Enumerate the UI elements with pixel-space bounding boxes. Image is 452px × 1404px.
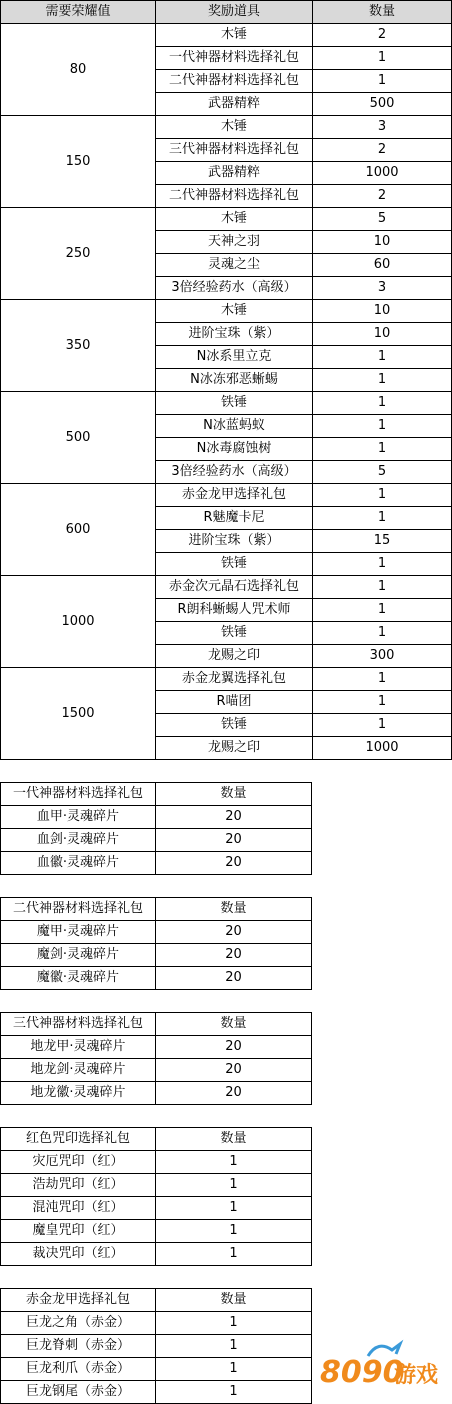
- honor-value: 500: [1, 392, 156, 484]
- reward-quantity: 300: [313, 645, 452, 668]
- reward-quantity: 10: [313, 323, 452, 346]
- reward-item: 铁锤: [156, 714, 313, 737]
- reward-quantity: 1: [313, 70, 452, 93]
- header-honor: 需要荣耀值: [1, 1, 156, 24]
- package-row: [1, 829, 312, 852]
- reward-item: 天神之羽: [156, 231, 313, 254]
- reward-quantity: 1: [313, 438, 452, 461]
- reward-quantity: 3: [313, 277, 452, 300]
- package-item: 血剑·灵魂碎片: [1, 829, 156, 852]
- reward-item: N冰冻邪恶蜥蜴: [156, 369, 313, 392]
- package-row: [1, 967, 312, 990]
- reward-quantity: 10: [313, 231, 452, 254]
- reward-item: N冰蓝蚂蚁: [156, 415, 313, 438]
- reward-quantity: 5: [313, 208, 452, 231]
- package-item-quantity: 20: [156, 806, 312, 829]
- package-item-quantity: 20: [156, 1059, 312, 1082]
- table-row: [1, 116, 452, 139]
- reward-quantity: 2: [313, 139, 452, 162]
- header-item: 奖励道具: [156, 1, 313, 24]
- table-row: [1, 24, 452, 47]
- package-name: 三代神器材料选择礼包: [1, 1013, 156, 1036]
- package-row: [1, 1174, 312, 1197]
- reward-item: 三代神器材料选择礼包: [156, 139, 313, 162]
- package-row: [1, 806, 312, 829]
- package-item: 魔剑·灵魂碎片: [1, 944, 156, 967]
- reward-quantity: 2: [313, 24, 452, 47]
- package-item-quantity: 1: [156, 1381, 312, 1404]
- package-name: 二代神器材料选择礼包: [1, 898, 156, 921]
- table-row: [1, 668, 452, 691]
- package-header-row: [1, 1128, 312, 1151]
- package-header-row: [1, 898, 312, 921]
- package-name: 红色咒印选择礼包: [1, 1128, 156, 1151]
- package-item: 血甲·灵魂碎片: [1, 806, 156, 829]
- reward-item: 木锤: [156, 24, 313, 47]
- package-item: 魔甲·灵魂碎片: [1, 921, 156, 944]
- reward-quantity: 3: [313, 116, 452, 139]
- package-header-row: [1, 1013, 312, 1036]
- package-row: [1, 1082, 312, 1105]
- package-row: [1, 1197, 312, 1220]
- package-quantity-header: 数量: [156, 1128, 312, 1151]
- package-item: 巨龙脊刺（赤金）: [1, 1335, 156, 1358]
- package-item: 魔皇咒印（红）: [1, 1220, 156, 1243]
- reward-item: 武器精粹: [156, 162, 313, 185]
- reward-quantity: 1000: [313, 162, 452, 185]
- reward-item: 3倍经验药水（高级）: [156, 461, 313, 484]
- package-row: [1, 1151, 312, 1174]
- package-item-quantity: 20: [156, 852, 312, 875]
- reward-item: N冰系里立克: [156, 346, 313, 369]
- package-row: [1, 1036, 312, 1059]
- reward-quantity: 1: [313, 668, 452, 691]
- package-item-quantity: 1: [156, 1312, 312, 1335]
- reward-item: 灵魂之尘: [156, 254, 313, 277]
- package-item: 浩劫咒印（红）: [1, 1174, 156, 1197]
- reward-quantity: 1: [313, 507, 452, 530]
- reward-quantity: 2: [313, 185, 452, 208]
- reward-item: 铁锤: [156, 553, 313, 576]
- reward-quantity: 15: [313, 530, 452, 553]
- reward-item: 木锤: [156, 208, 313, 231]
- package-item: 血徽·灵魂碎片: [1, 852, 156, 875]
- package-item-quantity: 20: [156, 921, 312, 944]
- package-item: 混沌咒印（红）: [1, 1197, 156, 1220]
- reward-item: 进阶宝珠（紫）: [156, 530, 313, 553]
- package-header-row: [1, 783, 312, 806]
- reward-quantity: 1: [313, 346, 452, 369]
- package-item-quantity: 20: [156, 829, 312, 852]
- package-item-quantity: 20: [156, 944, 312, 967]
- package-item: 裁决咒印（红）: [1, 1243, 156, 1266]
- package-contents-table: [0, 897, 312, 990]
- package-row: [1, 1059, 312, 1082]
- package-item-quantity: 20: [156, 967, 312, 990]
- reward-quantity: 1: [313, 714, 452, 737]
- reward-item: 赤金龙翼选择礼包: [156, 668, 313, 691]
- honor-value: 150: [1, 116, 156, 208]
- package-item: 地龙徽·灵魂碎片: [1, 1082, 156, 1105]
- package-item-quantity: 1: [156, 1243, 312, 1266]
- reward-quantity: 1: [313, 47, 452, 70]
- reward-quantity: 1: [313, 599, 452, 622]
- package-row: [1, 1220, 312, 1243]
- package-item-quantity: 1: [156, 1220, 312, 1243]
- reward-quantity: 1: [313, 369, 452, 392]
- package-item: 灾厄咒印（红）: [1, 1151, 156, 1174]
- honor-value: 600: [1, 484, 156, 576]
- reward-quantity: 1: [313, 576, 452, 599]
- reward-quantity: 1000: [313, 737, 452, 760]
- package-contents-table: [0, 1127, 312, 1266]
- package-item: 魔徽·灵魂碎片: [1, 967, 156, 990]
- reward-item: 二代神器材料选择礼包: [156, 185, 313, 208]
- reward-quantity: 1: [313, 392, 452, 415]
- package-row: [1, 1312, 312, 1335]
- table-row: [1, 208, 452, 231]
- package-item-quantity: 1: [156, 1151, 312, 1174]
- package-item: 地龙剑·灵魂碎片: [1, 1059, 156, 1082]
- package-contents-table: [0, 782, 312, 875]
- reward-item: 一代神器材料选择礼包: [156, 47, 313, 70]
- table-header-row: [1, 1, 452, 24]
- logo-digits: 8090: [320, 1355, 404, 1390]
- header-quantity: 数量: [313, 1, 452, 24]
- reward-quantity: 10: [313, 300, 452, 323]
- reward-quantity: 1: [313, 415, 452, 438]
- package-header-row: [1, 1289, 312, 1312]
- package-name: 赤金龙甲选择礼包: [1, 1289, 156, 1312]
- honor-value: 250: [1, 208, 156, 300]
- package-contents-table: [0, 1288, 312, 1404]
- honor-value: 1500: [1, 668, 156, 760]
- package-contents-table: [0, 1012, 312, 1105]
- package-row: [1, 1243, 312, 1266]
- package-item-quantity: 1: [156, 1358, 312, 1381]
- package-quantity-header: 数量: [156, 783, 312, 806]
- reward-item: 铁锤: [156, 392, 313, 415]
- package-item: 巨龙之角（赤金）: [1, 1312, 156, 1335]
- package-quantity-header: 数量: [156, 1013, 312, 1036]
- table-row: [1, 392, 452, 415]
- package-item-quantity: 20: [156, 1036, 312, 1059]
- package-item: 巨龙利爪（赤金）: [1, 1358, 156, 1381]
- reward-item: 赤金次元晶石选择礼包: [156, 576, 313, 599]
- reward-item: 进阶宝珠（紫）: [156, 323, 313, 346]
- reward-quantity: 1: [313, 553, 452, 576]
- package-item: 巨龙钢尾（赤金）: [1, 1381, 156, 1404]
- package-item: 地龙甲·灵魂碎片: [1, 1036, 156, 1059]
- reward-item: 3倍经验药水（高级）: [156, 277, 313, 300]
- reward-quantity: 500: [313, 93, 452, 116]
- table-row: [1, 576, 452, 599]
- reward-quantity: 60: [313, 254, 452, 277]
- reward-item: R魅魔卡尼: [156, 507, 313, 530]
- package-row: [1, 1358, 312, 1381]
- reward-item: 龙赐之印: [156, 737, 313, 760]
- 8090-game-logo: [316, 1334, 446, 1396]
- package-item-quantity: 20: [156, 1082, 312, 1105]
- reward-quantity: 1: [313, 484, 452, 507]
- reward-quantity: 1: [313, 622, 452, 645]
- reward-item: 铁锤: [156, 622, 313, 645]
- package-name: 一代神器材料选择礼包: [1, 783, 156, 806]
- reward-quantity: 5: [313, 461, 452, 484]
- reward-item: 木锤: [156, 300, 313, 323]
- package-row: [1, 1335, 312, 1358]
- package-row: [1, 852, 312, 875]
- reward-item: 龙赐之印: [156, 645, 313, 668]
- reward-quantity: 1: [313, 691, 452, 714]
- honor-value: 1000: [1, 576, 156, 668]
- honor-value: 80: [1, 24, 156, 116]
- reward-item: 武器精粹: [156, 93, 313, 116]
- package-row: [1, 1381, 312, 1404]
- package-row: [1, 921, 312, 944]
- package-item-quantity: 1: [156, 1197, 312, 1220]
- package-quantity-header: 数量: [156, 1289, 312, 1312]
- reward-item: 木锤: [156, 116, 313, 139]
- reward-item: 赤金龙甲选择礼包: [156, 484, 313, 507]
- reward-item: 二代神器材料选择礼包: [156, 70, 313, 93]
- package-item-quantity: 1: [156, 1174, 312, 1197]
- package-row: [1, 944, 312, 967]
- package-quantity-header: 数量: [156, 898, 312, 921]
- logo-text: 游戏: [394, 1363, 439, 1388]
- reward-item: N冰毒腐蚀树: [156, 438, 313, 461]
- honor-value: 350: [1, 300, 156, 392]
- table-row: [1, 484, 452, 507]
- table-row: [1, 300, 452, 323]
- reward-item: R喵团: [156, 691, 313, 714]
- reward-item: R朗科蜥蜴人咒术师: [156, 599, 313, 622]
- package-item-quantity: 1: [156, 1335, 312, 1358]
